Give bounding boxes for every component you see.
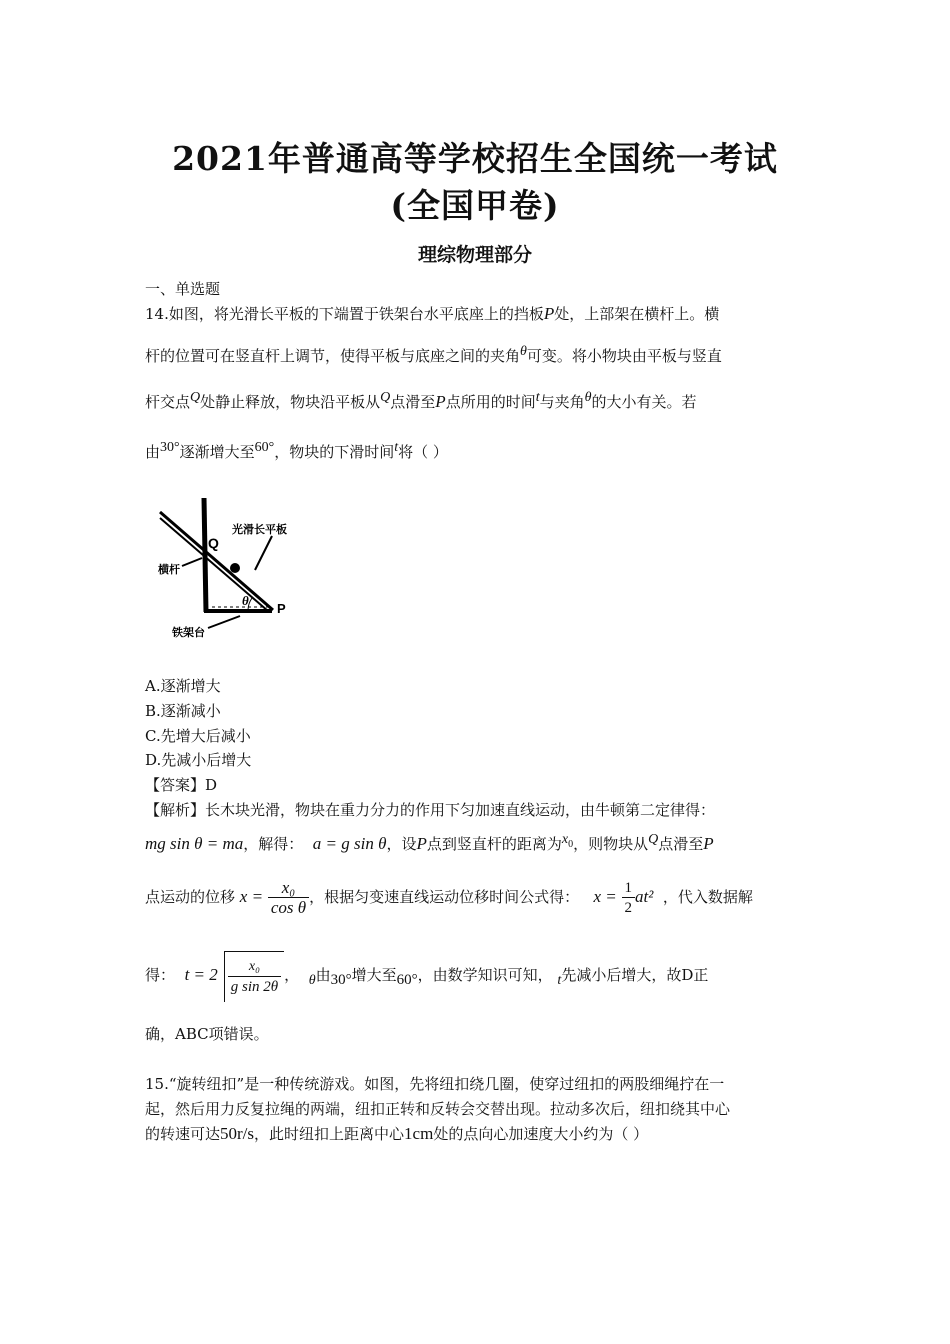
sqrt-expression: $\frac{\text{x₀}}{\text{g sin 2θ}}$ bbox=[224, 951, 284, 1002]
stand-pointer bbox=[208, 616, 240, 628]
analysis-line3: 点运动的位移 x = $\frac{\text{x₀}}{\text{cos θ}}$ ，根据匀变速直线运动位移时间公式得： x = $\frac{1}{2}$ at² ，代入数据解 bbox=[145, 877, 753, 917]
exam-title-line2: (全国甲卷) bbox=[390, 186, 560, 225]
block-dot bbox=[230, 563, 240, 573]
label-board: 光滑长平板 bbox=[232, 523, 287, 536]
q14-line1: 14.如图，将光滑长平板的下端置于铁架台水平底座上的挡板P处，上部架在横杆上。横 bbox=[145, 304, 720, 323]
bar-pointer bbox=[182, 558, 202, 566]
q15-line3: 的转速可达50r/s，此时纽扣上距离中心1cm处的点向心加速度大小约为（ ） bbox=[145, 1124, 649, 1143]
exam-title-line1: 2021年普通高等学校招生全国统一考试 bbox=[172, 139, 778, 178]
section-heading: 一、单选题 bbox=[145, 280, 221, 298]
label-q: Q bbox=[208, 535, 219, 551]
fraction-one-half: $\frac{1}{2}$ bbox=[622, 879, 636, 918]
incline-figure bbox=[140, 470, 340, 650]
q14-line2: 杆的位置可在竖直杆上调节，使得平板与底座之间的夹角$^\theta$可变。将小物块由平板与竖直 bbox=[145, 344, 722, 365]
label-p: P bbox=[277, 601, 286, 616]
option-c: C.先增大后减小 bbox=[145, 727, 251, 745]
label-theta: θ bbox=[242, 593, 249, 608]
option-b: B.逐渐减小 bbox=[145, 702, 221, 720]
analysis-head: 【解析】长木块光滑，物块在重力分力的作用下匀加速直线运动，由牛顿第二定律得： bbox=[145, 801, 716, 819]
analysis-line2: mg sin θ = ma，解得： a = g sin θ，设P点到竖直杆的距离为$^{x_0}$，则物块从$^Q$点滑至P bbox=[145, 832, 714, 853]
analysis-line4: 得： t = 2 $\frac{\text{x₀}}{\text{g sin 2θ}}$ ， $_\theta$由$_{30^\circ}$增大至$_{60^\circ}$，由数学知识可知， $_t$先减小后增大，故D正 bbox=[145, 950, 708, 1006]
fraction-x0-cos: $\frac{\text{x₀}}{\text{cos θ}}$ bbox=[268, 879, 309, 918]
label-stand: 铁架台 bbox=[172, 626, 205, 639]
q14-line3: 杆交点$^Q$处静止释放，物块沿平板从$^Q$点滑至P点所用的时间$^t$与夹角$^\theta$的大小有关。若 bbox=[145, 390, 697, 411]
q14-line4: 由$^{30^\circ}$逐渐增大至$^{60^\circ}$，物块的下滑时间$^t$将（ ） bbox=[145, 440, 448, 461]
section-subtitle: 理综物理部分 bbox=[417, 244, 532, 266]
option-a: A.逐渐增大 bbox=[145, 677, 221, 695]
label-bar: 横杆 bbox=[158, 563, 180, 576]
q15-line2: 起，然后用力反复拉绳的两端，纽扣正转和反转会交替出现。拉动多次后，纽扣绕其中心 bbox=[145, 1100, 731, 1118]
analysis-line5: 确，ABC项错误。 bbox=[145, 1025, 269, 1043]
board-pointer bbox=[255, 536, 272, 570]
q15-line1: 15.“旋转纽扣”是一种传统游戏。如图，先将纽扣绕几圈，使穿过纽扣的两股细绳拧在一 bbox=[145, 1075, 725, 1093]
answer: 【答案】D bbox=[145, 776, 218, 794]
option-d: D.先减小后增大 bbox=[145, 751, 252, 769]
